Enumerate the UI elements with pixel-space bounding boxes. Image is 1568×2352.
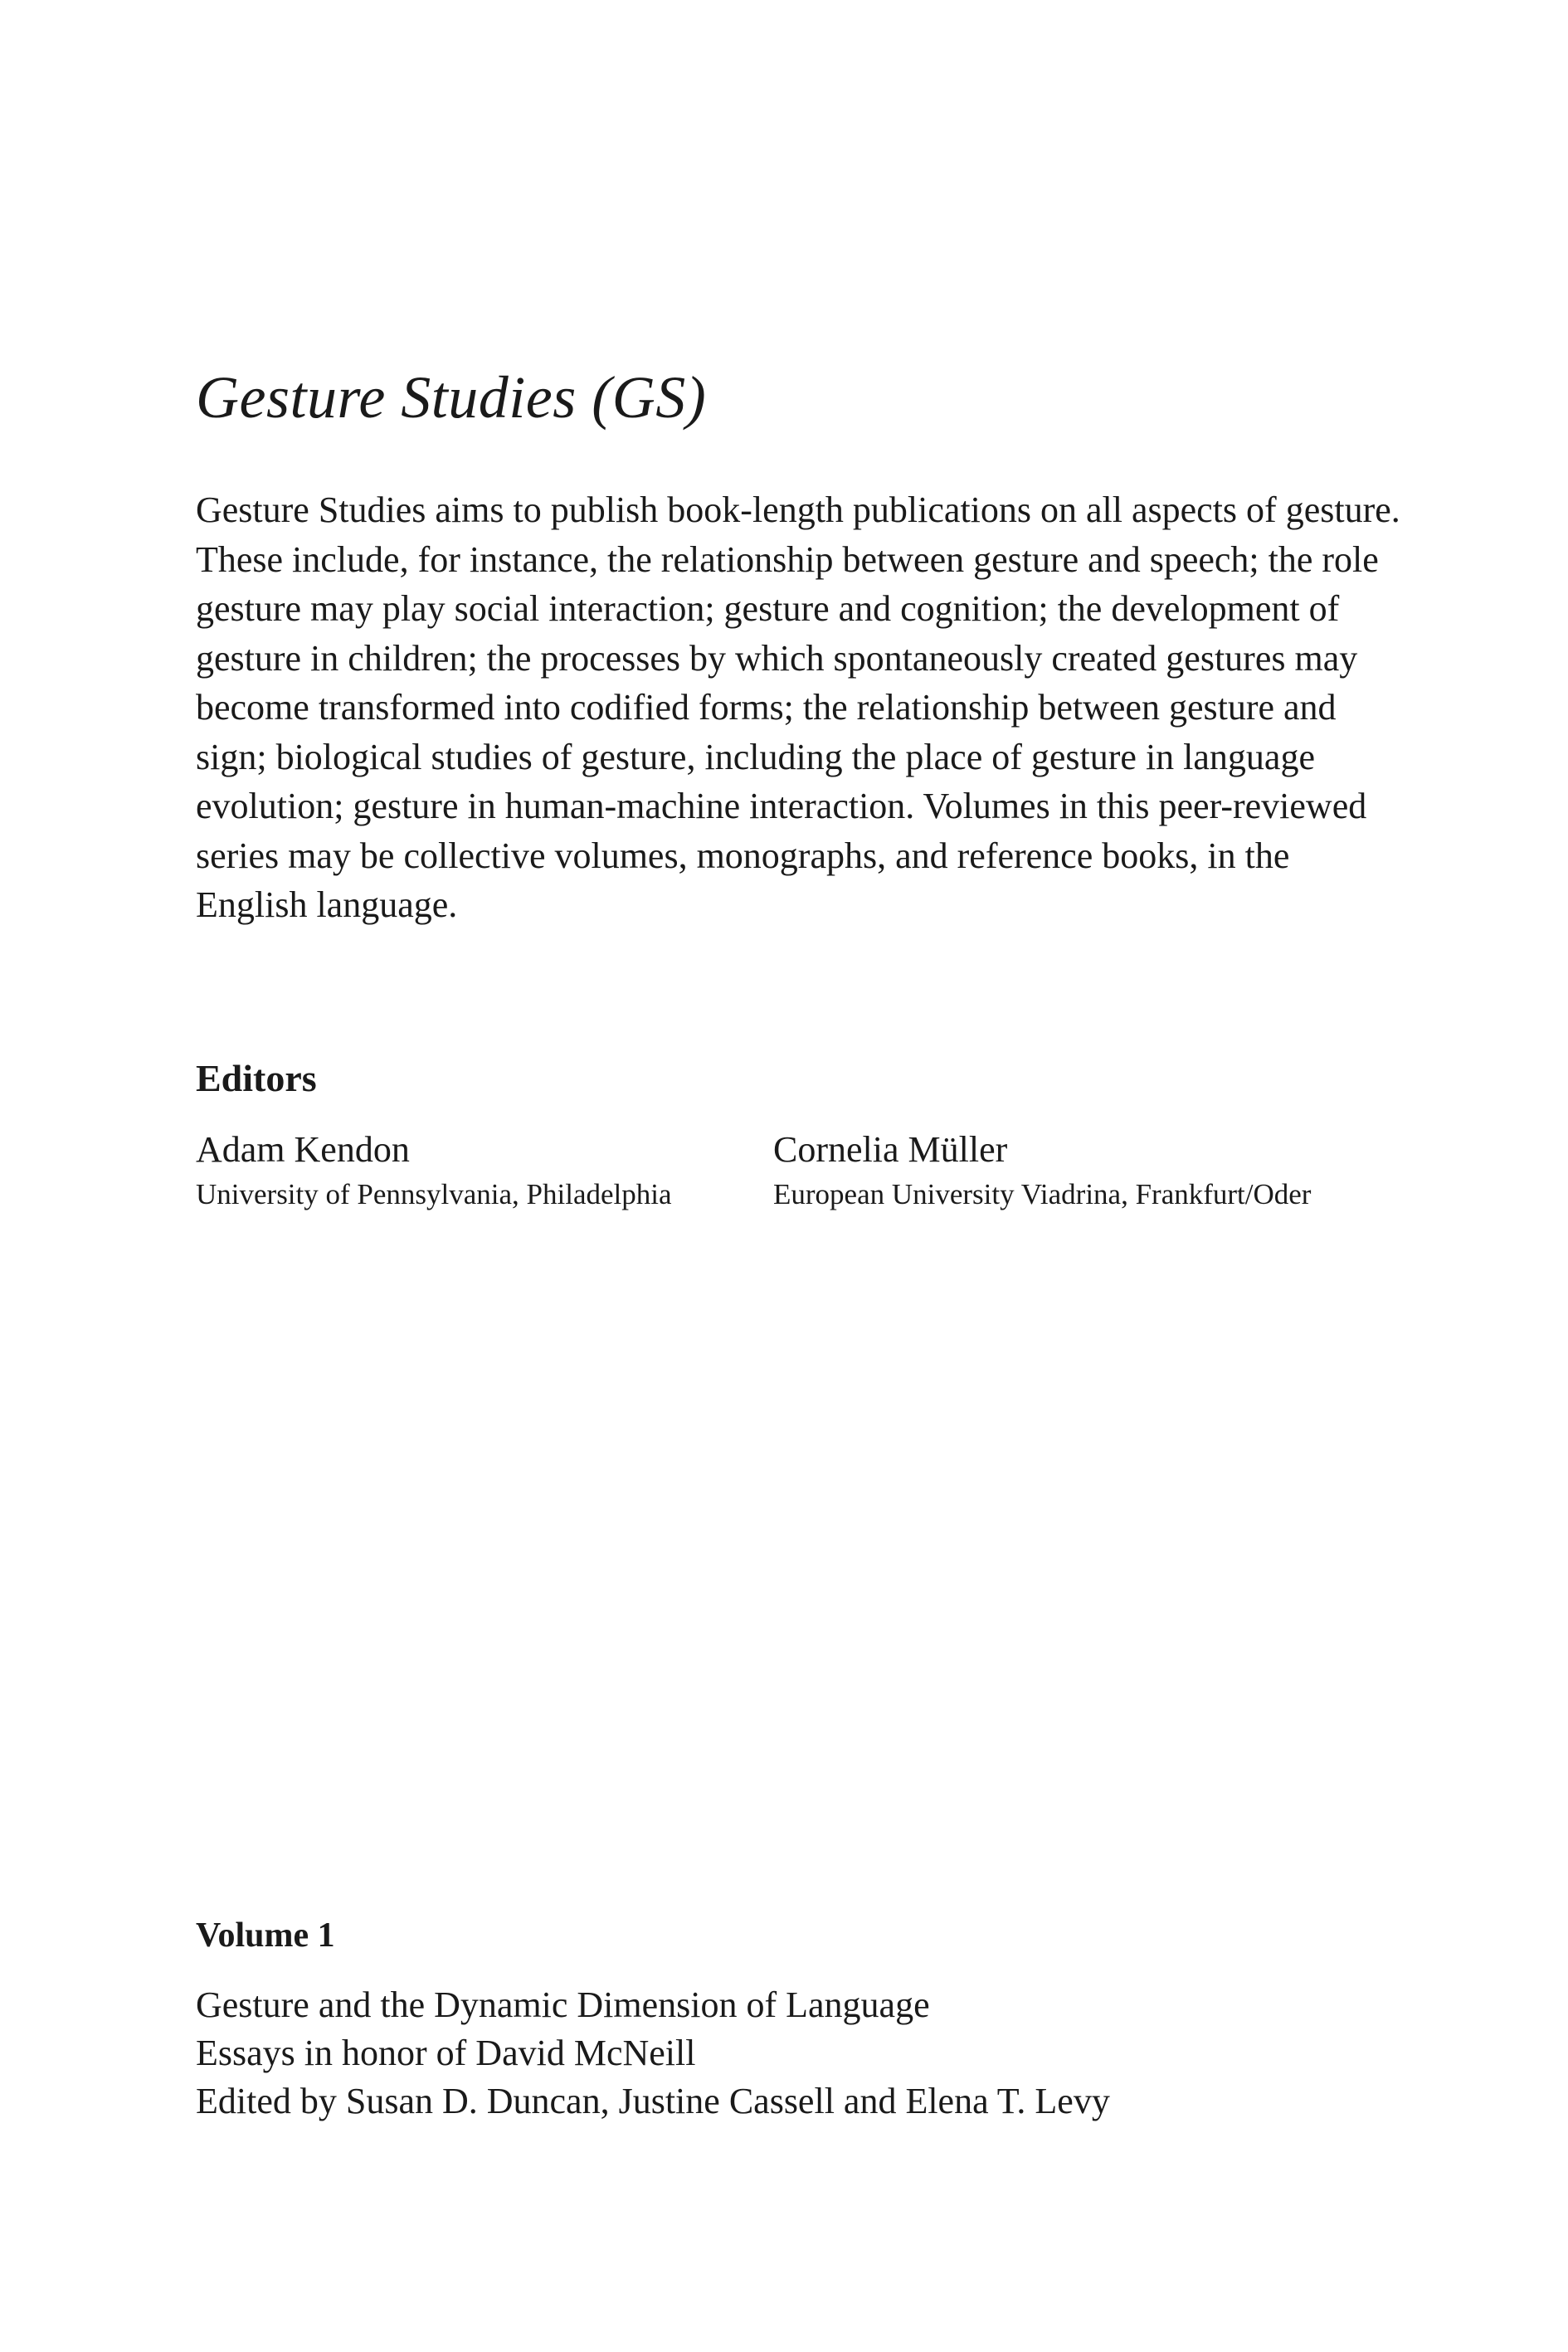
volume-details xyxy=(196,1981,1110,2126)
editor-name: Adam Kendon xyxy=(196,1129,410,1170)
editor-entry xyxy=(196,1128,672,1212)
editor-affiliation: University of Pennsylvania, Philadelphia xyxy=(196,1177,672,1210)
volume-editors: Edited by Susan D. Duncan, Justine Cassell and Elena T. Levy xyxy=(196,2081,1110,2121)
volume-heading: Volume 1 xyxy=(196,1916,335,1955)
editor-affiliation: European University Viadrina, Frankfurt/Oder xyxy=(773,1177,1312,1210)
volume-subtitle: Essays in honor of David McNeill xyxy=(196,2033,696,2073)
editor-entry xyxy=(773,1128,1311,1212)
series-description: Gesture Studies aims to publish book-length publications on all aspects of gesture. These include, for instance, the relationship between gesture and speech; the role gesture may play social interaction; gesture and cognition; the development of gesture in children; the processes by which spontaneously created gestures may become transformed into codified forms; the relationship between gesture and sign; biological studies of gesture, including the place of gesture in language evolution; gesture in human-machine interaction. Volumes in this peer-reviewed series may be collective volumes, monographs, and reference books, in the English language. xyxy=(196,489,1400,925)
volume-title: Gesture and the Dynamic Dimension of Language xyxy=(196,1984,930,2025)
editor-name: Cornelia Müller xyxy=(773,1129,1008,1170)
series-title: Gesture Studies (GS) xyxy=(196,364,707,431)
editors-heading: Editors xyxy=(196,1057,317,1099)
